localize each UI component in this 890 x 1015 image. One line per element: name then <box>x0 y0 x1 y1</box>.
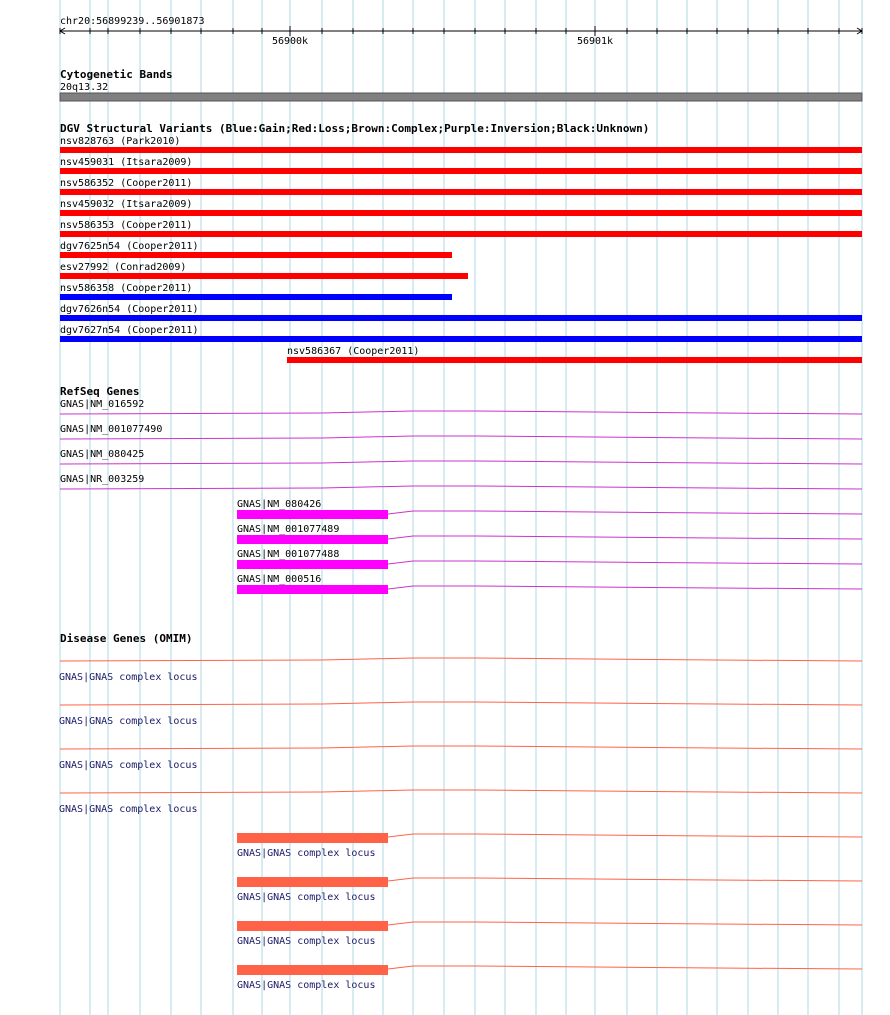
dgv-variant[interactable] <box>60 262 468 279</box>
omim-gene-label: GNAS|GNAS complex locus <box>59 716 198 727</box>
omim-gene[interactable] <box>59 702 862 727</box>
dgv-variant-label: dgv7627n54 (Cooper2011) <box>60 325 199 336</box>
dgv-variant-label: nsv459032 (Itsara2009) <box>60 199 193 210</box>
dgv-variant-bar[interactable] <box>60 252 452 258</box>
omim-exon[interactable] <box>237 965 388 975</box>
dgv-variant[interactable] <box>60 199 862 216</box>
dgv-variant[interactable] <box>60 178 862 195</box>
cytoband-track[interactable] <box>60 68 862 101</box>
dgv-variant-label: nsv459031 (Itsara2009) <box>60 157 193 168</box>
refseq-gene-label: GNAS|NM_000516 <box>237 574 322 585</box>
omim-features <box>59 658 862 991</box>
dgv-variant-bar[interactable] <box>60 168 862 174</box>
dgv-variant-bar[interactable] <box>287 357 862 363</box>
refseq-gene-label: GNAS|NM_001077489 <box>237 524 340 535</box>
omim-gene-label: GNAS|GNAS complex locus <box>237 848 376 859</box>
refseq-gene-label: GNAS|NM_016592 <box>60 399 145 410</box>
refseq-gene-label: GNAS|NR_003259 <box>60 474 145 485</box>
dgv-variant-bar[interactable] <box>60 273 468 279</box>
dgv-features <box>60 136 862 363</box>
refseq-exon[interactable] <box>237 510 388 519</box>
omim-gene-line[interactable] <box>60 746 862 749</box>
omim-gene[interactable] <box>237 965 862 991</box>
omim-gene[interactable] <box>59 746 862 771</box>
dgv-variant[interactable] <box>60 241 452 258</box>
omim-gene-label: GNAS|GNAS complex locus <box>59 760 198 771</box>
refseq-track <box>60 385 862 594</box>
refseq-gene-line[interactable] <box>388 511 862 514</box>
omim-gene[interactable] <box>237 877 862 903</box>
omim-gene[interactable] <box>59 658 862 683</box>
omim-gene-line[interactable] <box>60 702 862 705</box>
omim-gene-label: GNAS|GNAS complex locus <box>237 936 376 947</box>
dgv-variant[interactable] <box>60 136 862 153</box>
omim-exon[interactable] <box>237 877 388 887</box>
dgv-variant[interactable] <box>60 304 862 321</box>
omim-gene-line[interactable] <box>60 790 862 793</box>
omim-title: Disease Genes (OMIM) <box>60 632 193 645</box>
dgv-variant-label: nsv586353 (Cooper2011) <box>60 220 193 231</box>
refseq-exon[interactable] <box>237 585 388 594</box>
dgv-variant-bar[interactable] <box>60 294 452 300</box>
refseq-gene-line[interactable] <box>388 536 862 539</box>
refseq-gene-label: GNAS|NM_080426 <box>237 499 322 510</box>
refseq-gene[interactable] <box>237 549 862 569</box>
ruler-location: chr20:56899239..56901873 <box>60 16 205 27</box>
dgv-variant-bar[interactable] <box>60 210 862 216</box>
refseq-gene-line[interactable] <box>388 586 862 589</box>
ruler-tick-label: 56901k <box>576 36 614 47</box>
dgv-variant[interactable] <box>60 283 452 300</box>
dgv-variant-label: nsv828763 (Park2010) <box>60 136 181 147</box>
refseq-gene-label: GNAS|NM_001077488 <box>237 549 340 560</box>
refseq-gene[interactable] <box>60 424 862 439</box>
omim-track <box>59 632 862 991</box>
omim-gene-line[interactable] <box>388 834 862 837</box>
dgv-variant-label: nsv586358 (Cooper2011) <box>60 283 193 294</box>
dgv-variant[interactable] <box>60 220 862 237</box>
refseq-gene[interactable] <box>237 499 862 519</box>
refseq-gene-line[interactable] <box>60 486 862 489</box>
refseq-gene-line[interactable] <box>60 461 862 464</box>
omim-gene-label: GNAS|GNAS complex locus <box>59 804 198 815</box>
dgv-variant-bar[interactable] <box>60 336 862 342</box>
refseq-exon[interactable] <box>237 560 388 569</box>
refseq-gene[interactable] <box>237 524 862 544</box>
omim-gene[interactable] <box>237 833 862 859</box>
refseq-gene[interactable] <box>60 449 862 464</box>
refseq-gene-label: GNAS|NM_080425 <box>60 449 145 460</box>
dgv-variant[interactable] <box>60 325 862 342</box>
refseq-features <box>60 399 862 594</box>
ruler-tick-label: 56900k <box>271 36 309 47</box>
dgv-variant-label: esv27992 (Conrad2009) <box>60 262 187 273</box>
dgv-variant-bar[interactable] <box>60 147 862 153</box>
omim-gene-line[interactable] <box>388 966 862 969</box>
omim-gene-label: GNAS|GNAS complex locus <box>237 892 376 903</box>
cytoband-title: Cytogenetic Bands <box>60 68 173 81</box>
ruler-track <box>60 16 862 47</box>
refseq-gene[interactable] <box>60 399 862 414</box>
omim-gene-line[interactable] <box>388 878 862 881</box>
omim-gene[interactable] <box>237 921 862 947</box>
omim-gene-line[interactable] <box>60 658 862 661</box>
cytoband-bar[interactable] <box>60 93 862 101</box>
dgv-variant-bar[interactable] <box>60 315 862 321</box>
dgv-variant-label: nsv586352 (Cooper2011) <box>60 178 193 189</box>
refseq-gene-line[interactable] <box>60 411 862 414</box>
refseq-gene[interactable] <box>237 574 862 594</box>
dgv-variant-label: nsv586367 (Cooper2011) <box>287 346 420 357</box>
refseq-gene-line[interactable] <box>388 561 862 564</box>
dgv-variant[interactable] <box>60 157 862 174</box>
omim-exon[interactable] <box>237 921 388 931</box>
refseq-gene[interactable] <box>60 474 862 489</box>
omim-exon[interactable] <box>237 833 388 843</box>
omim-gene-label: GNAS|GNAS complex locus <box>237 980 376 991</box>
refseq-exon[interactable] <box>237 535 388 544</box>
omim-gene[interactable] <box>59 790 862 815</box>
refseq-gene-line[interactable] <box>60 436 862 439</box>
dgv-track <box>60 122 862 363</box>
dgv-variant[interactable] <box>287 346 862 363</box>
omim-gene-line[interactable] <box>388 922 862 925</box>
cytoband-label: 20q13.32 <box>60 82 109 93</box>
dgv-variant-label: dgv7625n54 (Cooper2011) <box>60 241 199 252</box>
dgv-variant-bar[interactable] <box>60 189 862 195</box>
refseq-gene-label: GNAS|NM_001077490 <box>60 424 163 435</box>
omim-gene-label: GNAS|GNAS complex locus <box>59 672 198 683</box>
dgv-title: DGV Structural Variants (Blue:Gain;Red:Loss;Brown:Complex;Purple:Inversion;Black:Unknown) <box>60 122 650 135</box>
refseq-title: RefSeq Genes <box>60 385 140 398</box>
dgv-variant-label: dgv7626n54 (Cooper2011) <box>60 304 199 315</box>
dgv-variant-bar[interactable] <box>60 231 862 237</box>
